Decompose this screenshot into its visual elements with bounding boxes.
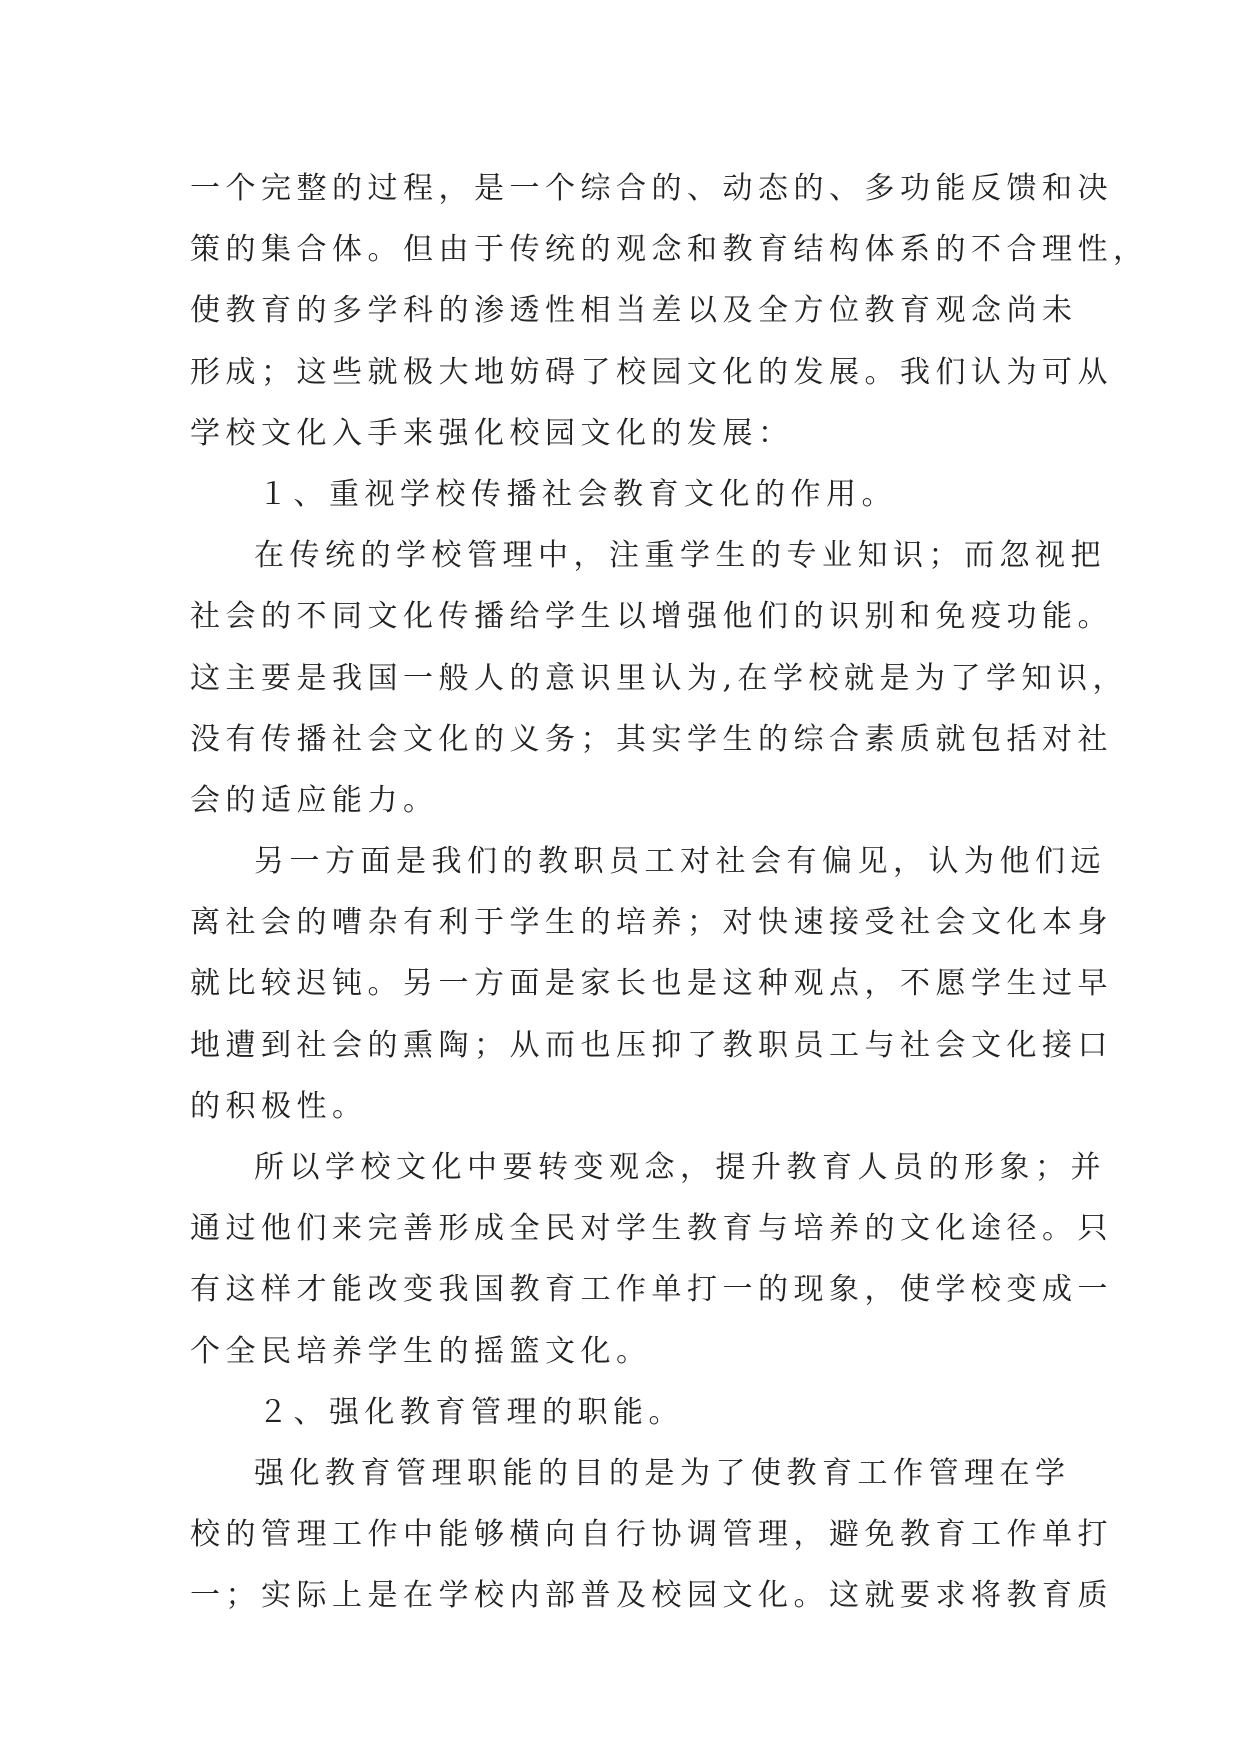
text-line: 就比较迟钝。另一方面是家长也是这种观点，不愿学生过早: [190, 966, 1113, 1002]
paragraph-start: 强化教育管理职能的目的是为了使教育工作管理在学: [254, 1455, 1071, 1491]
paragraph-start: 在传统的学校管理中，注重学生的专业知识；而忽视把: [254, 538, 1106, 574]
text-line: 通过他们来完善形成全民对学生教育与培养的文化途径。只: [190, 1211, 1113, 1247]
text-line: 策的集合体。但由于传统的观念和教育结构体系的不合理性，: [190, 232, 1149, 268]
text-line: 会的适应能力。: [190, 782, 439, 818]
text-line: 学校文化入手来强化校园文化的发展：: [190, 415, 794, 451]
text-line: 有这样才能改变我国教育工作单打一的现象，使学校变成一: [190, 1272, 1113, 1308]
text-line: 的积极性。: [190, 1088, 368, 1124]
text-line: 校的管理工作中能够横向自行协调管理，避免教育工作单打: [190, 1517, 1113, 1553]
paragraph-start: 另一方面是我们的教职员工对社会有偏见，认为他们远: [254, 844, 1106, 880]
text-line: 地遭到社会的熏陶；从而也压抑了教职员工与社会文化接口: [190, 1027, 1113, 1063]
text-line: 社会的不同文化传播给学生以增强他们的识别和免疫功能。: [190, 599, 1113, 635]
text-line: 这主要是我国一般人的意识里认为,在学校就是为了学知识，: [190, 660, 1129, 696]
section-heading-1: １、重视学校传播社会教育文化的作用。: [258, 476, 897, 512]
section-heading-2: ２、强化教育管理的职能。: [258, 1394, 684, 1430]
text-line: 一个完整的过程，是一个综合的、动态的、多功能反馈和决: [190, 171, 1113, 206]
text-line: 一；实际上是在学校内部普及校园文化。这就要求将教育质: [190, 1578, 1113, 1614]
body-text: [190, 158, 1149, 1627]
text-line: 个全民培养学生的摇篮文化。: [190, 1333, 652, 1369]
text-line: 形成；这些就极大地妨碍了校园文化的发展。我们认为可从: [190, 354, 1113, 390]
text-line: 没有传播社会文化的义务；其实学生的综合素质就包括对社: [190, 721, 1113, 757]
text-line: 使教育的多学科的渗透性相当差以及全方位教育观念尚未: [190, 293, 1078, 329]
text-line: 离社会的嘈杂有利于学生的培养；对快速接受社会文化本身: [190, 905, 1113, 941]
paragraph-start: 所以学校文化中要转变观念，提升教育人员的形象；并: [254, 1150, 1106, 1185]
